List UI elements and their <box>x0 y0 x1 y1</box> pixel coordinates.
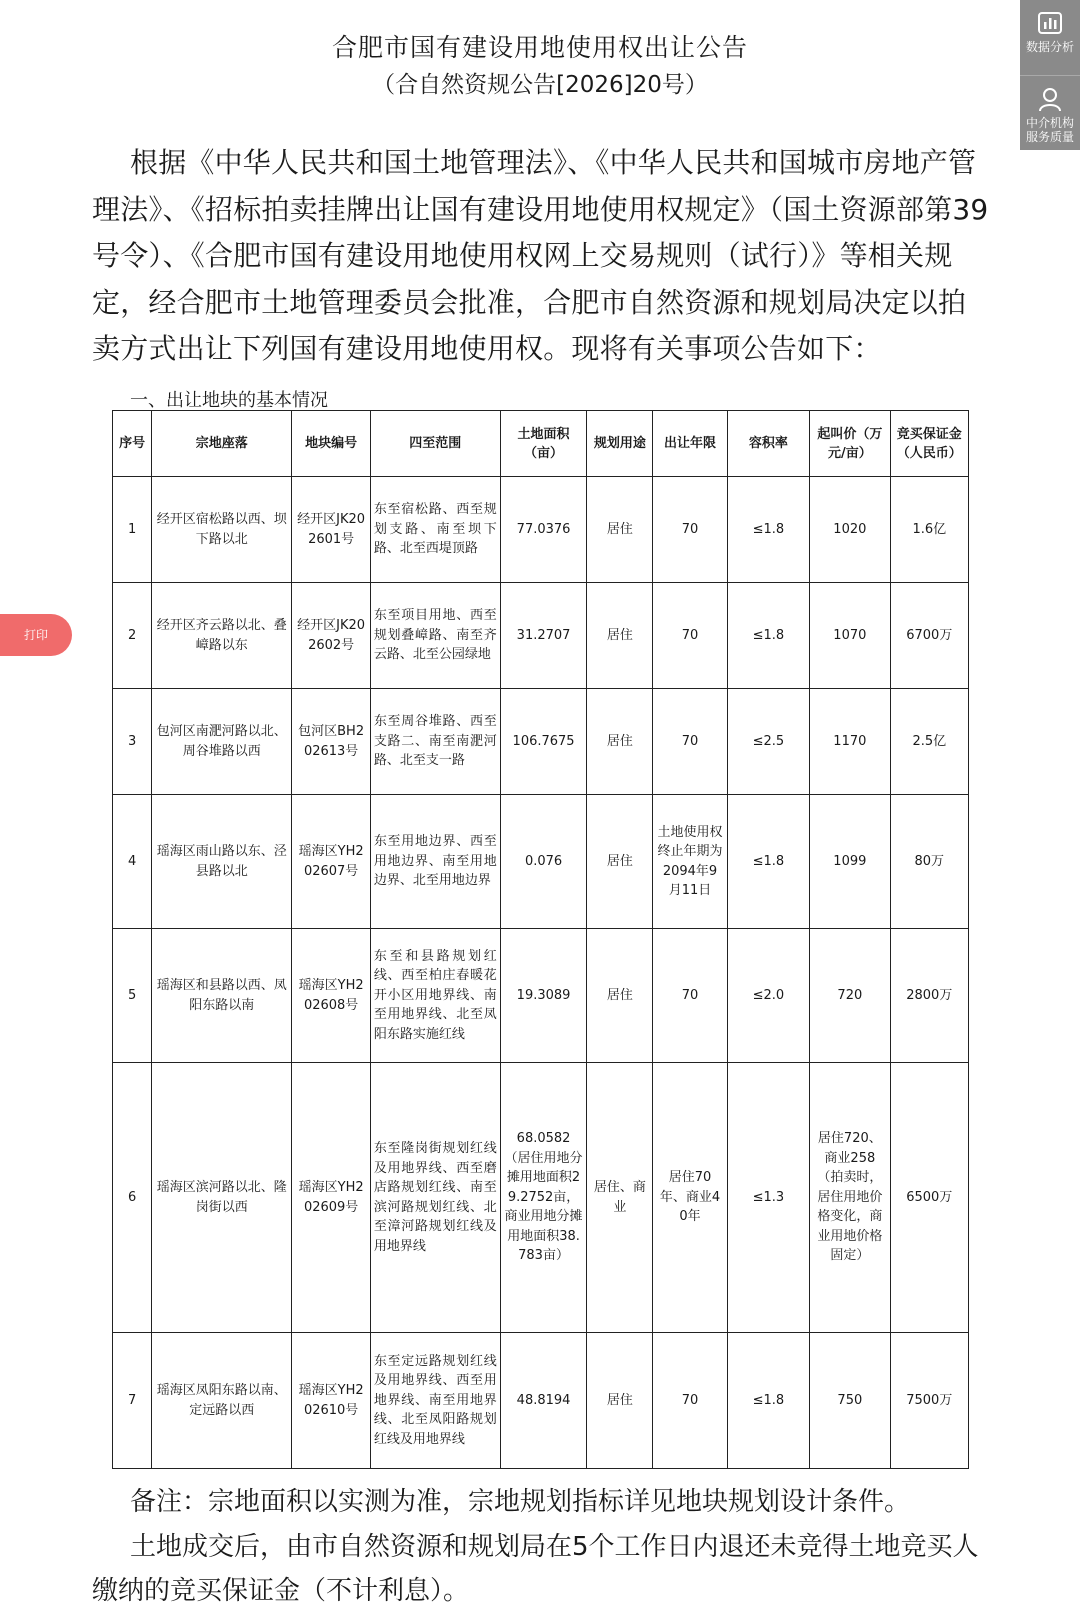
table-cell: 4 <box>113 795 152 929</box>
header-cell: 规划用途 <box>587 411 653 477</box>
table-cell: 经开区宿松路以西、坝下路以北 <box>152 477 292 583</box>
header-cell: 起叫价（万元/亩） <box>810 411 890 477</box>
document-subtitle: （合自然资规公告[2026]20号） <box>372 72 708 98</box>
table-row <box>113 583 969 689</box>
table-cell: ≤2.0 <box>727 929 810 1063</box>
table-cell: 居住 <box>587 689 653 795</box>
data-analysis-button[interactable] <box>1020 0 1080 75</box>
table-cell: 3 <box>113 689 152 795</box>
table-cell: 瑶海区滨河路以北、隆岗街以西 <box>152 1063 292 1333</box>
table-row <box>113 1333 969 1469</box>
table-row <box>113 1063 969 1333</box>
section-heading: 一、出让地块的基本情况 <box>130 390 328 411</box>
table-cell: 瑶海区YH202607号 <box>292 795 370 929</box>
table-cell: 瑶海区YH202609号 <box>292 1063 370 1333</box>
table-cell: ≤1.8 <box>727 477 810 583</box>
print-button[interactable]: 打印 <box>0 614 72 656</box>
table-cell: 东至周谷堆路、西至支路二、南至南淝河路、北至支一路 <box>370 689 500 795</box>
header-cell: 宗地座落 <box>152 411 292 477</box>
table-cell: 居住 <box>587 477 653 583</box>
land-plots-table <box>112 410 969 1469</box>
table-row <box>113 929 969 1063</box>
table-cell: 经开区JK202602号 <box>292 583 370 689</box>
header-cell: 土地面积（亩） <box>500 411 587 477</box>
deposit-refund-paragraph: 土地成交后，由市自然资源和规划局在5个工作日内退还未竞得土地竞买人缴纳的竞买保证金（不计利息）。 <box>92 1532 979 1606</box>
table-cell: 31.2707 <box>500 583 587 689</box>
table-cell: 瑶海区YH202610号 <box>292 1333 370 1469</box>
table-cell: 70 <box>653 477 727 583</box>
table-cell: 5 <box>113 929 152 1063</box>
table-cell: 70 <box>653 929 727 1063</box>
table-cell: 1.6亿 <box>890 477 968 583</box>
table-cell: 68.0582（居住用地分摊用地面积29.2752亩，商业用地分摊用地面积38.783亩） <box>500 1063 587 1333</box>
table-cell: 土地使用权终止年期为2094年9月11日 <box>653 795 727 929</box>
table-cell: 48.8194 <box>500 1333 587 1469</box>
table-cell: 7500万 <box>890 1333 968 1469</box>
agency-service-quality-button[interactable] <box>1020 75 1080 150</box>
header-cell: 出让年限 <box>653 411 727 477</box>
table-cell: 1 <box>113 477 152 583</box>
table-cell: ≤1.3 <box>727 1063 810 1333</box>
table-cell: 19.3089 <box>500 929 587 1063</box>
side-panel <box>1020 0 1080 150</box>
table-cell: 2 <box>113 583 152 689</box>
table-cell: ≤1.8 <box>727 1333 810 1469</box>
table-cell: 瑶海区和县路以西、凤阳东路以南 <box>152 929 292 1063</box>
person-icon <box>1037 86 1063 112</box>
table-cell: 6500万 <box>890 1063 968 1333</box>
table-row <box>113 795 969 929</box>
table-row <box>113 477 969 583</box>
table-cell: 居住 <box>587 1333 653 1469</box>
table-cell: 0.076 <box>500 795 587 929</box>
table-cell: 东至宿松路、西至规划支路、南至坝下路、北至西堤顶路 <box>370 477 500 583</box>
table-cell: 居住70年、商业40年 <box>653 1063 727 1333</box>
table-header-row <box>113 411 969 477</box>
table-cell: 瑶海区雨山路以东、泾县路以北 <box>152 795 292 929</box>
intro-paragraph: 根据《中华人民共和国土地管理法》、《中华人民共和国城市房地产管理法》、《招标拍卖挂牌出让国有建设用地使用权规定》（国土资源部第39号令）、《合肥市国有建设用地使用权网上交易规则（试行）》等相关规定，经合肥市土地管理委员会批准，合肥市自然资源和规划局决定以拍卖方式出让下列国有建设用地使用权。现将有关事项公告如下： <box>92 146 989 365</box>
table-cell: 70 <box>653 1333 727 1469</box>
table-cell: 东至隆岗街规划红线及用地界线、西至磨店路规划红线、南至滨河路规划红线、北至漳河路规划红线及用地界线 <box>370 1063 500 1333</box>
table-cell: 70 <box>653 689 727 795</box>
header-cell: 容积率 <box>727 411 810 477</box>
table-cell: 包河区南淝河路以北、周谷堆路以西 <box>152 689 292 795</box>
table-cell: 750 <box>810 1333 890 1469</box>
bar-chart-icon <box>1037 10 1063 36</box>
table-cell: 2.5亿 <box>890 689 968 795</box>
document-title: 合肥市国有建设用地使用权出让公告 <box>331 33 748 62</box>
table-cell: 居住 <box>587 929 653 1063</box>
table-cell: 包河区BH202613号 <box>292 689 370 795</box>
header-cell: 竞买保证金（人民币） <box>890 411 968 477</box>
table-cell: 1170 <box>810 689 890 795</box>
header-cell: 地块编号 <box>292 411 370 477</box>
table-cell: 1099 <box>810 795 890 929</box>
table-cell: 居住 <box>587 583 653 689</box>
table-cell: 80万 <box>890 795 968 929</box>
table-cell: ≤1.8 <box>727 795 810 929</box>
table-cell: 6 <box>113 1063 152 1333</box>
header-cell: 序号 <box>113 411 152 477</box>
table-cell: 70 <box>653 583 727 689</box>
table-cell: 77.0376 <box>500 477 587 583</box>
table-cell: 经开区齐云路以北、叠嶂路以东 <box>152 583 292 689</box>
table-cell: 1020 <box>810 477 890 583</box>
table-cell: 6700万 <box>890 583 968 689</box>
table-cell: 居住、商业 <box>587 1063 653 1333</box>
table-cell: 东至和县路规划红线、西至柏庄春暖花开小区用地界线、南至用地界线、北至凤阳东路实施红线 <box>370 929 500 1063</box>
table-cell: 东至定远路规划红线及用地界线、西至用地界线、南至用地界线、北至凤阳路规划红线及用地界线 <box>370 1333 500 1469</box>
table-cell: 东至用地边界、西至用地边界、南至用地边界、北至用地边界 <box>370 795 500 929</box>
table-cell: 居住 <box>587 795 653 929</box>
table-cell: 瑶海区YH202608号 <box>292 929 370 1063</box>
table-cell: 720 <box>810 929 890 1063</box>
table-cell: 东至项目用地、西至规划叠嶂路、南至齐云路、北至公园绿地 <box>370 583 500 689</box>
table-cell: ≤2.5 <box>727 689 810 795</box>
table-row <box>113 689 969 795</box>
data-analysis-label: 数据分析 <box>1025 40 1074 54</box>
table-cell: 106.7675 <box>500 689 587 795</box>
agency-service-quality-label: 中介机构服务质量 <box>1026 116 1075 144</box>
table-cell: 瑶海区凤阳东路以南、定远路以西 <box>152 1333 292 1469</box>
table-cell: 7 <box>113 1333 152 1469</box>
header-cell: 四至范围 <box>370 411 500 477</box>
table-cell: 居住720、商业258（拍卖时，居住用地价格变化，商业用地价格固定） <box>810 1063 890 1333</box>
table-note: 备注：宗地面积以实测为准，宗地规划指标详见地块规划设计条件。 <box>130 1487 911 1517</box>
table-cell: ≤1.8 <box>727 583 810 689</box>
table-cell: 经开区JK202601号 <box>292 477 370 583</box>
table-cell: 1070 <box>810 583 890 689</box>
table-cell: 2800万 <box>890 929 968 1063</box>
